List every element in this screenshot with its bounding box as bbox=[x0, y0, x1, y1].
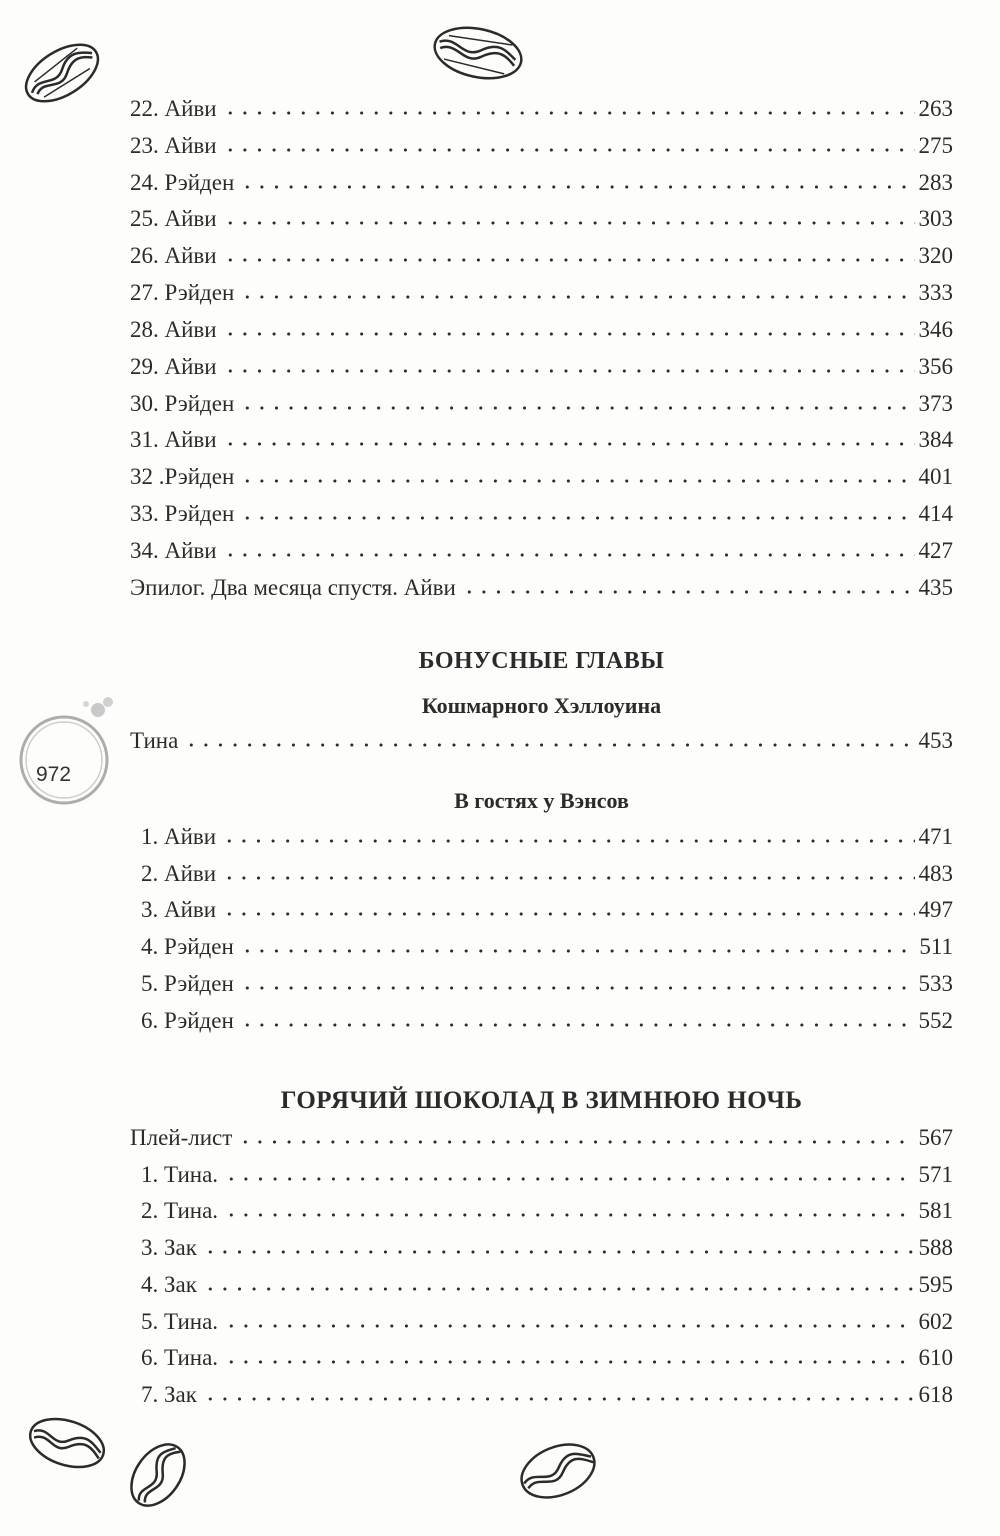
toc-entry-page: 346 bbox=[918, 317, 953, 342]
toc-entry[interactable] bbox=[130, 728, 953, 760]
toc-entry-label: 1. Тина. bbox=[141, 1162, 219, 1187]
toc-entry-label: 5. Рэйден bbox=[141, 971, 234, 996]
toc-entry-label: 27. Рэйден bbox=[130, 280, 235, 305]
toc-entry-page: 567 bbox=[918, 1125, 953, 1150]
toc-entry-label: 34. Айви bbox=[130, 538, 217, 563]
toc-entry-page: 275 bbox=[918, 133, 953, 158]
toc-dot-leader bbox=[203, 1249, 915, 1255]
toc-entry-page: 588 bbox=[918, 1235, 953, 1260]
toc-entry-label: Тина bbox=[130, 728, 179, 753]
toc-entry-page: 483 bbox=[918, 861, 953, 886]
toc-entry[interactable] bbox=[130, 501, 953, 533]
toc-entry[interactable] bbox=[130, 427, 953, 459]
toc-entry-label: Плей-лист bbox=[130, 1125, 233, 1150]
toc-entry-page: 263 bbox=[918, 96, 953, 121]
toc-entry-label: 2. Айви bbox=[141, 861, 217, 886]
bonus-section-title: БОНУСНЫЕ ГЛАВЫ bbox=[418, 648, 665, 674]
toc-entry[interactable] bbox=[130, 280, 953, 312]
toc-entry[interactable] bbox=[130, 391, 953, 423]
toc-dot-leader bbox=[223, 220, 915, 226]
toc-entry-page: 471 bbox=[918, 824, 953, 849]
toc-dot-leader bbox=[223, 552, 915, 558]
toc-dot-leader bbox=[240, 948, 916, 954]
page-number: 972 bbox=[36, 763, 72, 786]
toc-entry-page: 533 bbox=[918, 971, 953, 996]
toc-entry[interactable] bbox=[130, 354, 953, 386]
toc-dot-leader bbox=[240, 985, 915, 991]
toc-entry[interactable] bbox=[130, 575, 953, 607]
toc-entry-page: 571 bbox=[918, 1162, 953, 1187]
toc-entry-page: 303 bbox=[918, 206, 953, 231]
toc-entry[interactable] bbox=[130, 170, 953, 202]
toc-entry-label: 22. Айви bbox=[130, 96, 217, 121]
toc-dot-leader bbox=[222, 875, 914, 881]
toc-dot-leader bbox=[240, 478, 914, 484]
toc-entry-page: 373 bbox=[918, 391, 953, 416]
hot-chocolate-section-title: ГОРЯЧИЙ ШОКОЛАД В ЗИМНЮЮ НОЧЬ bbox=[280, 1087, 803, 1114]
coffee-bean-icon bbox=[428, 20, 528, 86]
toc-dot-leader bbox=[240, 294, 914, 300]
toc-entry-label: 5. Тина. bbox=[141, 1309, 219, 1334]
toc-entry-label: 6. Тина. bbox=[141, 1345, 219, 1370]
toc-entry[interactable] bbox=[141, 1382, 953, 1414]
toc-entry-page: 435 bbox=[918, 575, 953, 600]
coffee-bean-icon bbox=[18, 38, 106, 108]
toc-entry[interactable] bbox=[130, 464, 953, 496]
toc-entry[interactable] bbox=[141, 1198, 953, 1230]
toc-dot-leader bbox=[223, 368, 915, 374]
toc-entry[interactable] bbox=[130, 317, 953, 349]
halloween-subtitle: Кошмарного Хэллоуина bbox=[421, 693, 662, 718]
toc-entry-label: 4. Зак bbox=[141, 1272, 197, 1297]
toc-entry-label: 3. Айви bbox=[141, 897, 217, 922]
toc-dot-leader bbox=[224, 1323, 914, 1329]
toc-entry-page: 552 bbox=[918, 1008, 953, 1033]
toc-dot-leader bbox=[240, 405, 914, 411]
toc-entry[interactable] bbox=[130, 1125, 953, 1157]
toc-entry-page: 595 bbox=[918, 1272, 953, 1297]
toc-dot-leader bbox=[224, 1359, 914, 1365]
toc-entry-label: 26. Айви bbox=[130, 243, 217, 268]
toc-entry-label: 31. Айви bbox=[130, 427, 217, 452]
toc-entry-label: 29. Айви bbox=[130, 354, 217, 379]
toc-entry-label: 32 .Рэйден bbox=[130, 464, 235, 489]
toc-entry-label: 24. Рэйден bbox=[130, 170, 235, 195]
toc-entry-label: 3. Зак bbox=[141, 1235, 197, 1260]
toc-entry-label: 2. Тина. bbox=[141, 1198, 219, 1223]
toc-dot-leader bbox=[462, 589, 915, 595]
toc-entry-label: 28. Айви bbox=[130, 317, 217, 342]
toc-dot-leader bbox=[222, 911, 914, 917]
toc-entry-page: 610 bbox=[918, 1345, 953, 1370]
toc-dot-leader bbox=[223, 331, 915, 337]
toc-entry[interactable] bbox=[130, 243, 953, 275]
toc-entry-label: 6. Рэйден bbox=[141, 1008, 234, 1033]
toc-entry-page: 356 bbox=[918, 354, 953, 379]
toc-entry-page: 320 bbox=[918, 243, 953, 268]
toc-entry[interactable] bbox=[141, 861, 953, 893]
toc-dot-leader bbox=[223, 110, 915, 116]
toc-entry-label: 1. Айви bbox=[141, 824, 217, 849]
coffee-stain-icon bbox=[8, 690, 120, 806]
toc-entry[interactable] bbox=[141, 1345, 953, 1377]
toc-entry-page: 333 bbox=[918, 280, 953, 305]
toc-entry-label: 30. Рэйден bbox=[130, 391, 235, 416]
toc-entry-label: Эпилог. Два месяца спустя. Айви bbox=[130, 575, 456, 600]
toc-entry-page: 414 bbox=[918, 501, 953, 526]
toc-entry[interactable] bbox=[141, 1235, 953, 1267]
toc-entry[interactable] bbox=[141, 1272, 953, 1304]
vance-subtitle: В гостях у Вэнсов bbox=[454, 788, 629, 813]
toc-dot-leader bbox=[240, 1022, 915, 1028]
toc-dot-leader bbox=[240, 184, 914, 190]
toc-entry[interactable] bbox=[141, 897, 953, 929]
toc-entry-page: 427 bbox=[918, 538, 953, 563]
toc-entry-page: 618 bbox=[918, 1382, 953, 1407]
toc-entry-label: 4. Рэйден bbox=[141, 934, 234, 959]
toc-entry[interactable] bbox=[130, 206, 953, 238]
toc-dot-leader bbox=[203, 1286, 915, 1292]
coffee-bean-icon bbox=[24, 1410, 110, 1476]
toc-entry-page: 283 bbox=[918, 170, 953, 195]
toc-entry[interactable] bbox=[130, 133, 953, 165]
toc-entry-page: 401 bbox=[918, 464, 953, 489]
toc-entry[interactable] bbox=[141, 824, 953, 856]
toc-dot-leader bbox=[222, 838, 914, 844]
toc-dot-leader bbox=[223, 147, 915, 153]
toc-dot-leader bbox=[203, 1396, 915, 1402]
toc-entry[interactable] bbox=[130, 96, 953, 128]
toc-entry[interactable] bbox=[130, 538, 953, 570]
toc-entry[interactable] bbox=[141, 1162, 953, 1194]
toc-entry[interactable] bbox=[141, 934, 953, 966]
toc-entry-label: 7. Зак bbox=[141, 1382, 197, 1407]
toc-entry-label: 25. Айви bbox=[130, 206, 217, 231]
coffee-bean-icon bbox=[516, 1436, 600, 1506]
toc-dot-leader bbox=[224, 1212, 914, 1218]
toc-entry-page: 384 bbox=[918, 427, 953, 452]
toc-dot-leader bbox=[223, 441, 915, 447]
toc-entry[interactable] bbox=[141, 1008, 953, 1040]
toc-entry[interactable] bbox=[141, 1309, 953, 1341]
toc-dot-leader bbox=[238, 1139, 914, 1145]
toc-entry[interactable] bbox=[141, 971, 953, 1003]
toc-entry-label: 33. Рэйден bbox=[130, 501, 235, 526]
coffee-bean-icon bbox=[118, 1440, 198, 1510]
toc-entry-page: 453 bbox=[918, 728, 953, 753]
toc-entry-label: 23. Айви bbox=[130, 133, 217, 158]
toc-entry-page: 511 bbox=[919, 934, 953, 959]
toc-dot-leader bbox=[184, 742, 914, 748]
toc-dot-leader bbox=[223, 257, 915, 263]
toc-dot-leader bbox=[240, 515, 914, 521]
toc-dot-leader bbox=[224, 1176, 914, 1182]
toc-entry-page: 497 bbox=[918, 897, 953, 922]
toc-entry-page: 581 bbox=[918, 1198, 953, 1223]
toc-entry-page: 602 bbox=[918, 1309, 953, 1334]
